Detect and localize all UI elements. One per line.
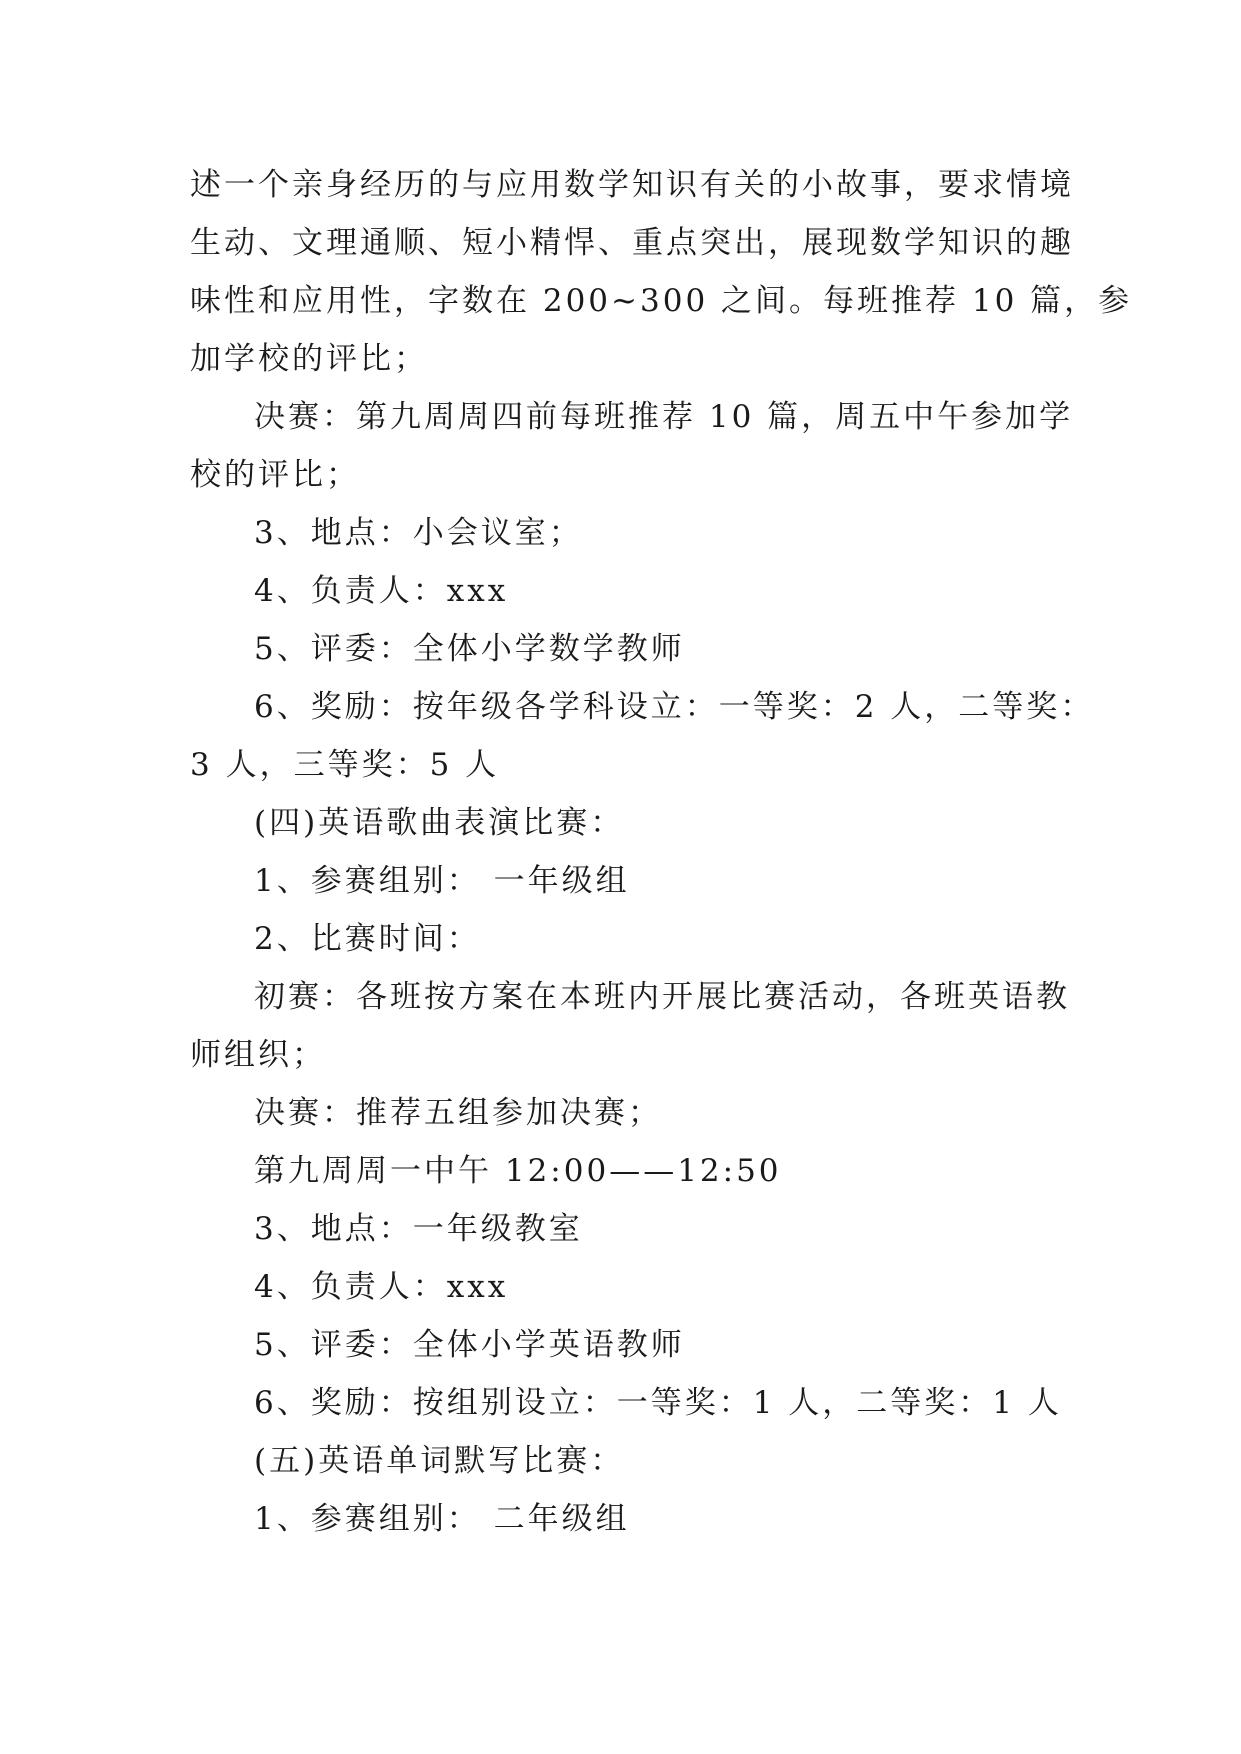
text-line: 味性和应用性，字数在 200~300 之间。每班推荐 10 篇，参 (190, 283, 1133, 319)
text-line: 决赛：第九周周四前每班推荐 10 篇，周五中午参加学 (254, 399, 1074, 435)
text-line: 决赛：推荐五组参加决赛； (254, 1095, 662, 1131)
text-line: 校的评比； (190, 457, 360, 493)
text-line: 师组织； (190, 1037, 326, 1073)
text-line: 5、评委：全体小学英语教师 (254, 1327, 685, 1363)
text-line: 生动、文理通顺、短小精悍、重点突出，展现数学知识的趣 (190, 225, 1074, 261)
text-line: 1、参赛组别： 二年级组 (254, 1501, 630, 1537)
text-line: 2、比赛时间： (254, 921, 481, 957)
text-line: 1、参赛组别： 一年级组 (254, 863, 630, 899)
document-body (190, 156, 1133, 1548)
section-heading: (五)英语单词默写比赛： (254, 1443, 625, 1479)
text-line: 4、负责人：xxx (254, 573, 509, 609)
section-heading: (四)英语歌曲表演比赛： (254, 805, 625, 841)
text-line: 3 人，三等奖：5 人 (190, 747, 500, 783)
text-line: 6、奖励：按组别设立：一等奖：1 人，二等奖：1 人 (254, 1385, 1062, 1421)
text-line: 述一个亲身经历的与应用数学知识有关的小故事，要求情境 (190, 167, 1074, 203)
text-line: 3、地点：小会议室； (254, 515, 583, 551)
text-line: 初赛：各班按方案在本班内开展比赛活动，各班英语教 (254, 979, 1070, 1015)
text-line: 加学校的评比； (190, 341, 428, 377)
text-line: 4、负责人：xxx (254, 1269, 509, 1305)
text-line: 5、评委：全体小学数学教师 (254, 631, 685, 667)
text-line: 第九周周一中午 12:00——12:50 (254, 1153, 782, 1189)
text-line: 6、奖励：按年级各学科设立：一等奖：2 人，二等奖： (254, 689, 1095, 725)
text-line: 3、地点：一年级教室 (254, 1211, 583, 1247)
